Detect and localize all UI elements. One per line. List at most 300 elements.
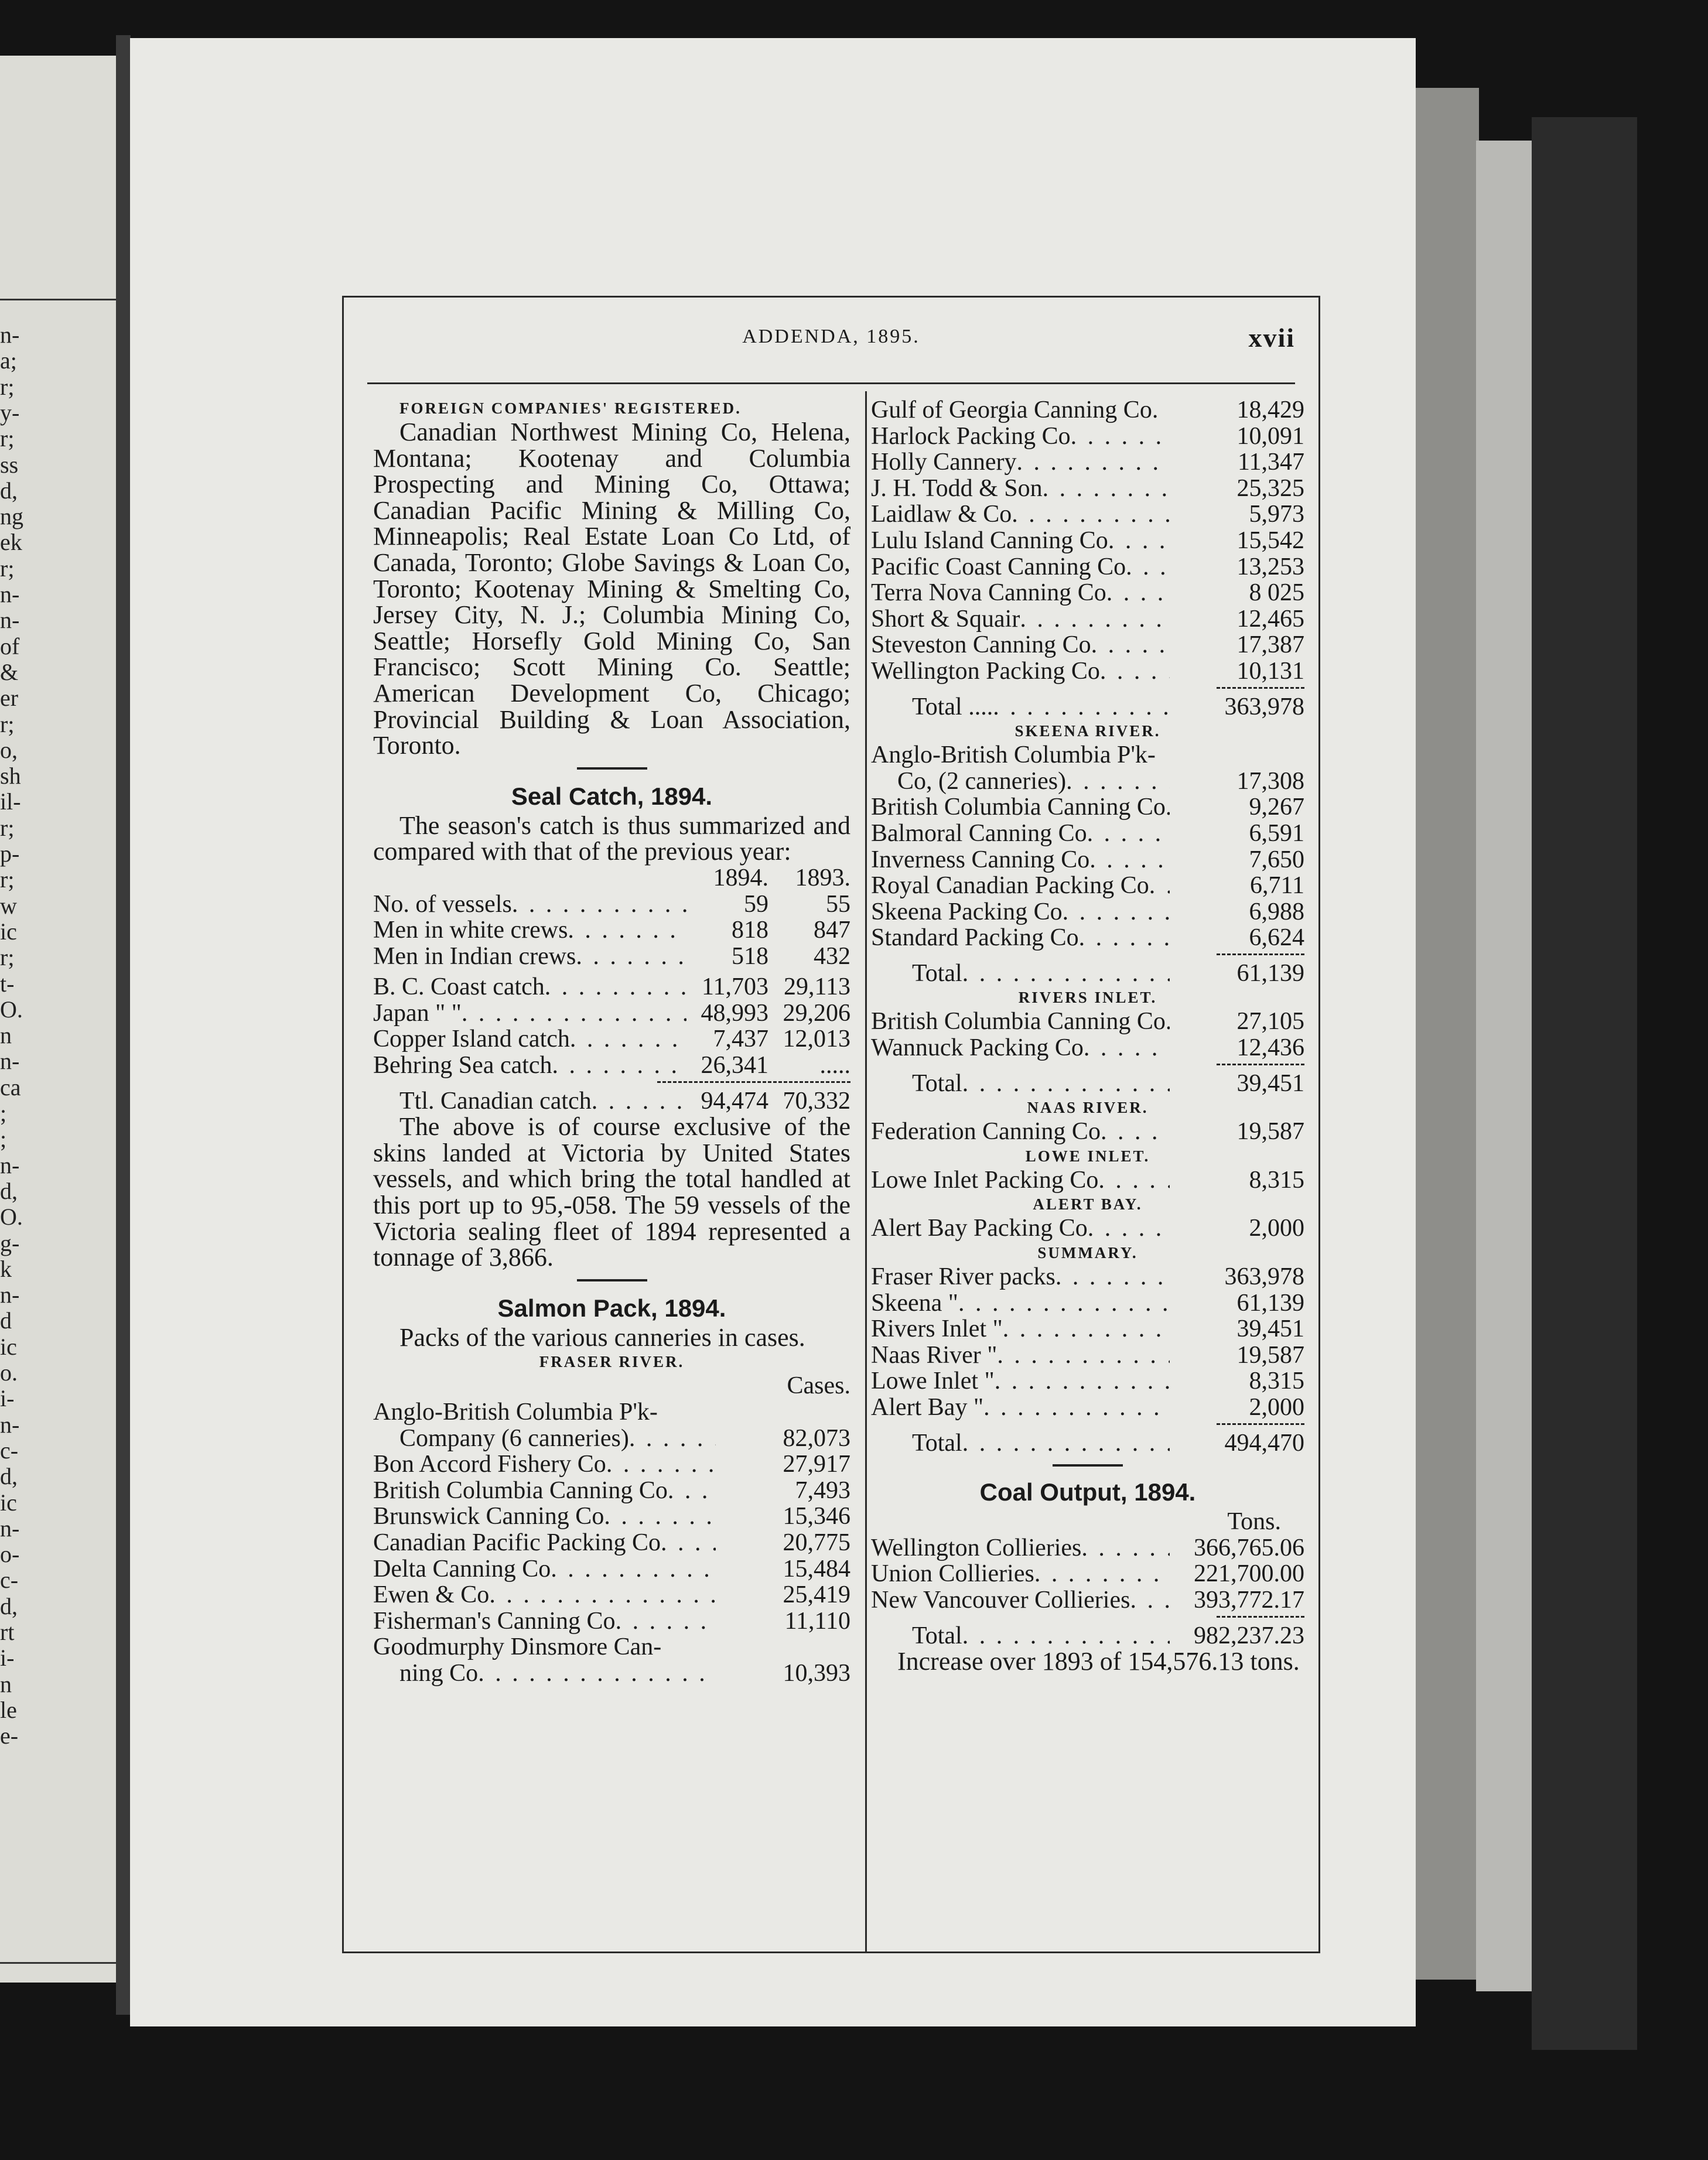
row-label: Brunswick Canning Co [373,1503,604,1530]
table-row [871,794,1304,821]
table-row [373,1399,850,1426]
seal-table-vessels [373,891,850,970]
row-label: Wannuck Packing Co [871,1034,1084,1062]
coal-total-row [871,1623,1304,1649]
page-header [344,323,1318,355]
row-label: Union Collieries [871,1560,1034,1588]
row-value: 11,347 [1238,449,1304,476]
table-row [373,1660,850,1687]
summary-table [871,1264,1304,1421]
skeena-total-row [871,961,1304,987]
table-row [871,658,1304,685]
table-row [871,397,1304,423]
table-row [871,606,1304,633]
row-label: Pacific Coast Canning Co [871,553,1126,580]
col-1894: 1894. [713,864,768,891]
row-value: 8,315 [1249,1368,1304,1395]
seal-total-1894: 94,474 [701,1087,768,1115]
table-row [871,1119,1304,1145]
leader-dots [616,1608,716,1635]
leader-dots [1012,501,1170,528]
coal-output-heading: Coal Output, 1894. [979,1478,1196,1506]
leader-dots [1034,1561,1170,1587]
row-label: Lowe Inlet Packing Co [871,1166,1099,1194]
leader-dots [604,1503,716,1530]
row-value: 10,131 [1236,657,1304,685]
row-label: Steveston Canning Co [871,631,1091,659]
leader-dots [983,1395,1170,1421]
left-page-fragment: k [0,1255,12,1282]
table-row [871,1035,1304,1061]
sum-rule [1217,1616,1304,1619]
row-label: Inverness Canning Co [871,846,1090,873]
table-row [373,1426,850,1452]
coal-increase-note: Increase over 1893 of 154,576.13 tons. [897,1647,1300,1676]
row-label-continued: ning Co [399,1659,479,1687]
left-page-fragment: ic [0,1489,17,1516]
leader-dots [1130,1587,1170,1614]
left-page-fragment: r; [0,555,15,582]
left-page-fragment: sh [0,763,21,790]
leader-dots [1071,423,1170,450]
leader-dots [661,1530,716,1556]
leader-dots [462,1000,686,1027]
rivers-total-row [871,1071,1304,1097]
left-page-fragment: r; [0,814,15,841]
skeena-total-label: Total [912,959,962,987]
row-label: Copper Island catch [373,1026,570,1053]
column-rule [865,391,867,1952]
row-value: 6,591 [1249,819,1304,847]
leader-dots [1089,847,1170,873]
leader-dots [668,1478,716,1504]
rivers-total-label: Total [912,1069,962,1097]
row-label: British Columbia Canning Co [373,1477,668,1504]
summary-total-value: 494,470 [1224,1429,1304,1457]
row-label: Canadian Pacific Packing Co [373,1529,661,1556]
row-value: 15,542 [1236,527,1304,554]
row-label: Laidlaw & Co [871,501,1012,528]
table-row [871,821,1304,847]
leader-dots [1003,1316,1170,1342]
row-value: 20,775 [783,1529,850,1556]
row-value: 366,765.06 [1194,1534,1304,1561]
row-value: 19,587 [1236,1341,1304,1369]
coal-table [871,1535,1304,1614]
left-page-fragment: n- [0,1281,20,1308]
left-page-fragment: i- [0,1385,15,1412]
book-cover-edge [1532,117,1637,2050]
left-page-fragment: g- [0,1229,20,1256]
left-page-fragment: d, [0,477,18,504]
row-label: Delta Canning Co [373,1555,551,1583]
leader-dots [570,1026,686,1052]
row-value: 8,315 [1249,1166,1304,1194]
skeena-total-value: 61,139 [1236,959,1304,987]
row-label: J. H. Todd & Son [871,474,1043,502]
value-1893: 55 [826,890,850,918]
sum-rule [1217,953,1304,957]
row-label: Men in Indian crews [373,942,576,970]
table-row [373,1000,850,1027]
left-page-fragment: n- [0,607,20,634]
left-page-fragment: d, [0,1177,18,1204]
left-page-fragment: p- [0,840,20,867]
left-page-fragment: r; [0,373,15,400]
table-row [871,1290,1304,1317]
table-row [871,1316,1304,1342]
row-label: Alert Bay " [871,1394,984,1421]
row-value: 6,711 [1250,872,1304,900]
left-page-fragment: c- [0,1567,19,1594]
left-page-edge [0,56,116,1983]
left-page-fragment: n- [0,1515,20,1542]
col-tons: Tons. [1227,1508,1281,1536]
left-page-fragment: & [0,658,19,685]
leader-dots [478,1660,716,1687]
left-page-fragment: ic [0,918,17,945]
tons-column-head [871,1509,1304,1535]
left-page-fragment: ca [0,1074,21,1100]
left-page-fragment: n- [0,581,20,607]
lowe-inlet-heading: LOWE INLET. [1025,1147,1150,1165]
leader-dots [1087,821,1170,847]
table-row [373,891,850,918]
value-1894: 11,703 [702,973,768,1001]
row-value: 18,429 [1236,397,1304,423]
row-value: 17,308 [1236,767,1304,795]
left-page-fragment: rt [0,1619,15,1645]
table-row [871,925,1304,951]
fraser-total-label: Total .... [912,693,993,720]
left-page-fragment: n [0,1670,12,1697]
seal-column-heads [373,865,850,891]
left-page-fragment: ng [0,503,23,530]
summary-heading: SUMMARY. [1037,1244,1138,1262]
alert-bay-heading: ALERT BAY. [1033,1195,1143,1214]
left-column [373,397,850,1687]
row-value: 221,700.00 [1194,1560,1304,1588]
left-page-fragment: r; [0,944,15,971]
leader-dots [552,1052,686,1079]
leader-dots [1055,1264,1170,1290]
row-value: 7,493 [795,1477,850,1504]
left-page-fragment: e- [0,1722,19,1749]
row-value: 25,419 [783,1581,850,1609]
left-page-fragment: d, [0,1592,18,1619]
seal-total-row [373,1088,850,1115]
row-value: 9,267 [1249,794,1304,821]
row-label: No. of vessels [373,890,512,918]
value-1893: 29,113 [784,973,850,1001]
left-page-fragment: r; [0,710,15,737]
table-row [871,632,1304,658]
table-row [871,1167,1304,1194]
table-row [373,1052,850,1079]
leader-dots [1079,925,1170,951]
table-row [871,1215,1304,1242]
leader-dots [1016,449,1170,476]
table-row [871,501,1304,528]
table-row [871,1587,1304,1614]
leader-dots [576,944,686,970]
row-label: Lowe Inlet " [871,1368,995,1395]
rivers-inlet-table [871,1009,1304,1061]
row-value: 10,393 [783,1659,850,1687]
summary-total-row [871,1430,1304,1457]
row-label: Balmoral Canning Co [871,819,1087,847]
table-row [871,554,1304,580]
leader-dots [606,1451,716,1478]
table-row [871,476,1304,502]
fraser-total-value: 363,978 [1224,693,1304,720]
leader-dots [1166,794,1170,821]
table-row [871,1561,1304,1587]
leader-dots [1066,768,1170,795]
leader-dots [489,1582,716,1608]
left-page-fragment: a; [0,347,17,374]
left-page-fragment: O. [0,996,23,1023]
table-row [373,1478,850,1504]
value-1893: 847 [814,917,850,944]
seal-table-catch [373,974,850,1078]
value-1893: 432 [814,942,850,970]
value-1894: 59 [744,890,768,918]
row-label: Men in white crews [373,917,568,944]
value-1893: 29,206 [783,999,850,1027]
value-1893: 12,013 [783,1026,850,1053]
table-row [373,1026,850,1052]
row-label: Wellington Packing Co [871,657,1100,685]
value-1894: 7,437 [713,1026,768,1053]
row-value: 27,917 [783,1451,850,1478]
leader-dots [1108,528,1170,554]
left-page-fragment: n- [0,1048,20,1075]
table-row [871,899,1304,925]
book-gutter [116,35,131,2015]
row-value: 19,587 [1236,1118,1304,1146]
row-value: 61,139 [1236,1289,1304,1317]
left-page-fragment: n- [0,322,20,348]
skeena-river-heading: SKEENA RIVER. [1014,722,1161,740]
row-label: Fraser River packs [871,1263,1055,1291]
value-1894: 818 [732,917,768,944]
leader-dots [629,1426,716,1452]
row-value: 12,436 [1236,1034,1304,1062]
left-page-fragment: d, [0,1463,18,1490]
row-label-continued: Co, (2 canneries) [897,767,1067,795]
table-row [373,944,850,970]
left-page-fragment: o, [0,736,18,763]
value-1894: 518 [732,942,768,970]
row-value: 27,105 [1236,1008,1304,1035]
left-page-fragment: ; [0,1126,7,1153]
row-label: Wellington Collieries [871,1534,1082,1561]
right-column [871,397,1304,1675]
cases-column-head [373,1373,850,1399]
col-cases: Cases. [787,1372,850,1400]
row-value: 363,978 [1224,1263,1304,1291]
table-row [871,873,1304,899]
fraser-river-table [373,1399,850,1687]
leader-dots [958,1290,1170,1317]
skeena-river-table [871,742,1304,951]
leader-dots [1100,658,1170,685]
row-label: Alert Bay Packing Co [871,1215,1088,1242]
left-page-fragment: O. [0,1204,23,1231]
table-row [871,1368,1304,1395]
seal-catch-heading: Seal Catch, 1894. [511,782,713,810]
seal-total-1893: 70,332 [783,1087,850,1115]
fraser-river-table-continued [871,397,1304,685]
row-value: 17,387 [1236,631,1304,659]
section-divider [577,767,647,770]
leader-dots [1081,1535,1170,1561]
left-page-fragment: le [0,1696,17,1723]
table-row [373,1582,850,1608]
row-label: Federation Canning Co [871,1118,1101,1146]
left-page-fragment: r; [0,425,15,452]
row-value: 10,091 [1236,422,1304,450]
value-1894: 48,993 [701,999,768,1027]
row-label: Gulf of Georgia Canning Co [871,397,1152,423]
row-label: Anglo-British Columbia P'k- [871,741,1156,769]
leader-dots [568,917,686,944]
left-page-fragment: ; [0,1100,7,1126]
left-page-fragment: o- [0,1541,20,1568]
table-row [871,580,1304,606]
left-page-fragment: ss [0,451,19,478]
book-page [130,38,1416,2026]
row-value: 8 025 [1249,579,1304,607]
row-value: 5,973 [1249,501,1304,528]
coal-total-label: Total [912,1622,962,1649]
left-page-fragment: o. [0,1359,18,1386]
left-page-fragment: w [0,892,17,919]
page-stack [1476,141,1535,1991]
row-label: Standard Packing Co [871,924,1079,952]
page-edge-shadow [1409,88,1479,1980]
sum-rule [1217,1423,1304,1427]
page-frame [342,296,1320,1953]
leader-dots [995,1368,1170,1395]
leader-dots [1091,632,1170,658]
table-row [871,1535,1304,1561]
leader-dots [1063,899,1170,925]
table-row [871,847,1304,873]
row-label: New Vancouver Collieries [871,1586,1130,1614]
left-page-fragment: c- [0,1437,19,1464]
row-value: 6,988 [1249,898,1304,925]
row-label: Harlock Packing Co [871,422,1071,450]
table-row [871,1342,1304,1369]
left-page-fragment: y- [0,399,20,426]
leader-dots [551,1556,716,1583]
left-page-fragment: r; [0,866,15,893]
row-label: Skeena Packing Co [871,898,1063,925]
leader-dots [1106,580,1170,606]
row-label: Lulu Island Canning Co [871,527,1108,554]
left-page-fragment: n- [0,1151,20,1178]
section-divider [577,1279,647,1281]
row-value: 15,484 [783,1555,850,1583]
table-row [871,528,1304,554]
left-page-fragment: of [0,633,20,659]
row-label-continued: Company (6 canneries) [399,1424,629,1452]
row-label: British Columbia Canning Co [871,794,1166,821]
row-value: 39,451 [1236,1315,1304,1343]
row-label: Ewen & Co [373,1581,490,1609]
row-label: Behring Sea catch [373,1052,552,1079]
leader-dots [1152,397,1170,423]
leader-dots [1043,476,1170,502]
sum-rule [1217,1064,1304,1067]
row-label: Japan " " [373,999,462,1027]
left-page-bottom-rule [0,1962,116,1964]
row-label: Rivers Inlet " [871,1315,1003,1343]
left-page-fragment: i- [0,1645,15,1672]
left-page-fragment: ek [0,529,22,556]
table-row [373,1451,850,1478]
row-value: 11,110 [784,1607,850,1635]
seal-catch-intro: The season's catch is thus summarized and compared with that of the previous year: [373,811,850,866]
row-label: British Columbia Canning Co [871,1008,1166,1035]
table-row [373,1556,850,1583]
leader-dots [1020,606,1170,633]
row-label: Bon Accord Fishery Co [373,1451,606,1478]
value-1893: ..... [819,1052,850,1079]
seal-catch-note: The above is of course exclusive of the skins landed at Victoria by United States vessels, and which bring the total handled at this port up to 95,-058. The 59 vessels of the Victoria sealing fleet of 1894 represented a tonnage of 3,866. [373,1112,850,1272]
header-rule [367,382,1295,384]
left-page-fragment: n- [0,1411,20,1438]
row-value: 2,000 [1249,1394,1304,1421]
row-label: Skeena " [871,1289,958,1317]
left-page-rule [0,299,116,300]
table-row [373,917,850,944]
table-row [373,974,850,1000]
naas-river-heading: NAAS RIVER. [1027,1099,1149,1117]
table-row [871,742,1304,768]
leader-dots [997,1342,1170,1369]
left-page-fragment: t- [0,970,15,997]
table-row [871,1264,1304,1290]
row-value: 12,465 [1236,605,1304,633]
leader-dots [1126,554,1170,580]
row-label: Royal Canadian Packing Co [871,872,1149,900]
row-value: 6,624 [1249,924,1304,952]
sum-rule [1217,687,1304,691]
page-number: xvii [1248,323,1295,353]
coal-total-value: 982,237.23 [1194,1622,1304,1649]
table-row [373,1634,850,1660]
table-row [871,423,1304,450]
row-label: Anglo-British Columbia P'k- [373,1399,658,1426]
row-value: 393,772.17 [1194,1586,1304,1614]
left-page-fragment: il- [0,788,21,815]
salmon-pack-intro: Packs of the various canneries in cases. [399,1322,805,1352]
table-row [871,449,1304,476]
left-page-fragment: d [0,1307,12,1334]
left-page-fragment: n [0,1022,12,1049]
salmon-pack-heading: Salmon Pack, 1894. [497,1294,726,1322]
row-label: Fisherman's Canning Co [373,1607,616,1635]
row-value: 25,325 [1236,474,1304,502]
row-label: Naas River " [871,1341,998,1369]
summary-total-label: Total [912,1429,962,1457]
row-label: Holly Cannery [871,449,1017,476]
rivers-total-value: 39,451 [1236,1069,1304,1097]
row-label: Short & Squair [871,605,1020,633]
